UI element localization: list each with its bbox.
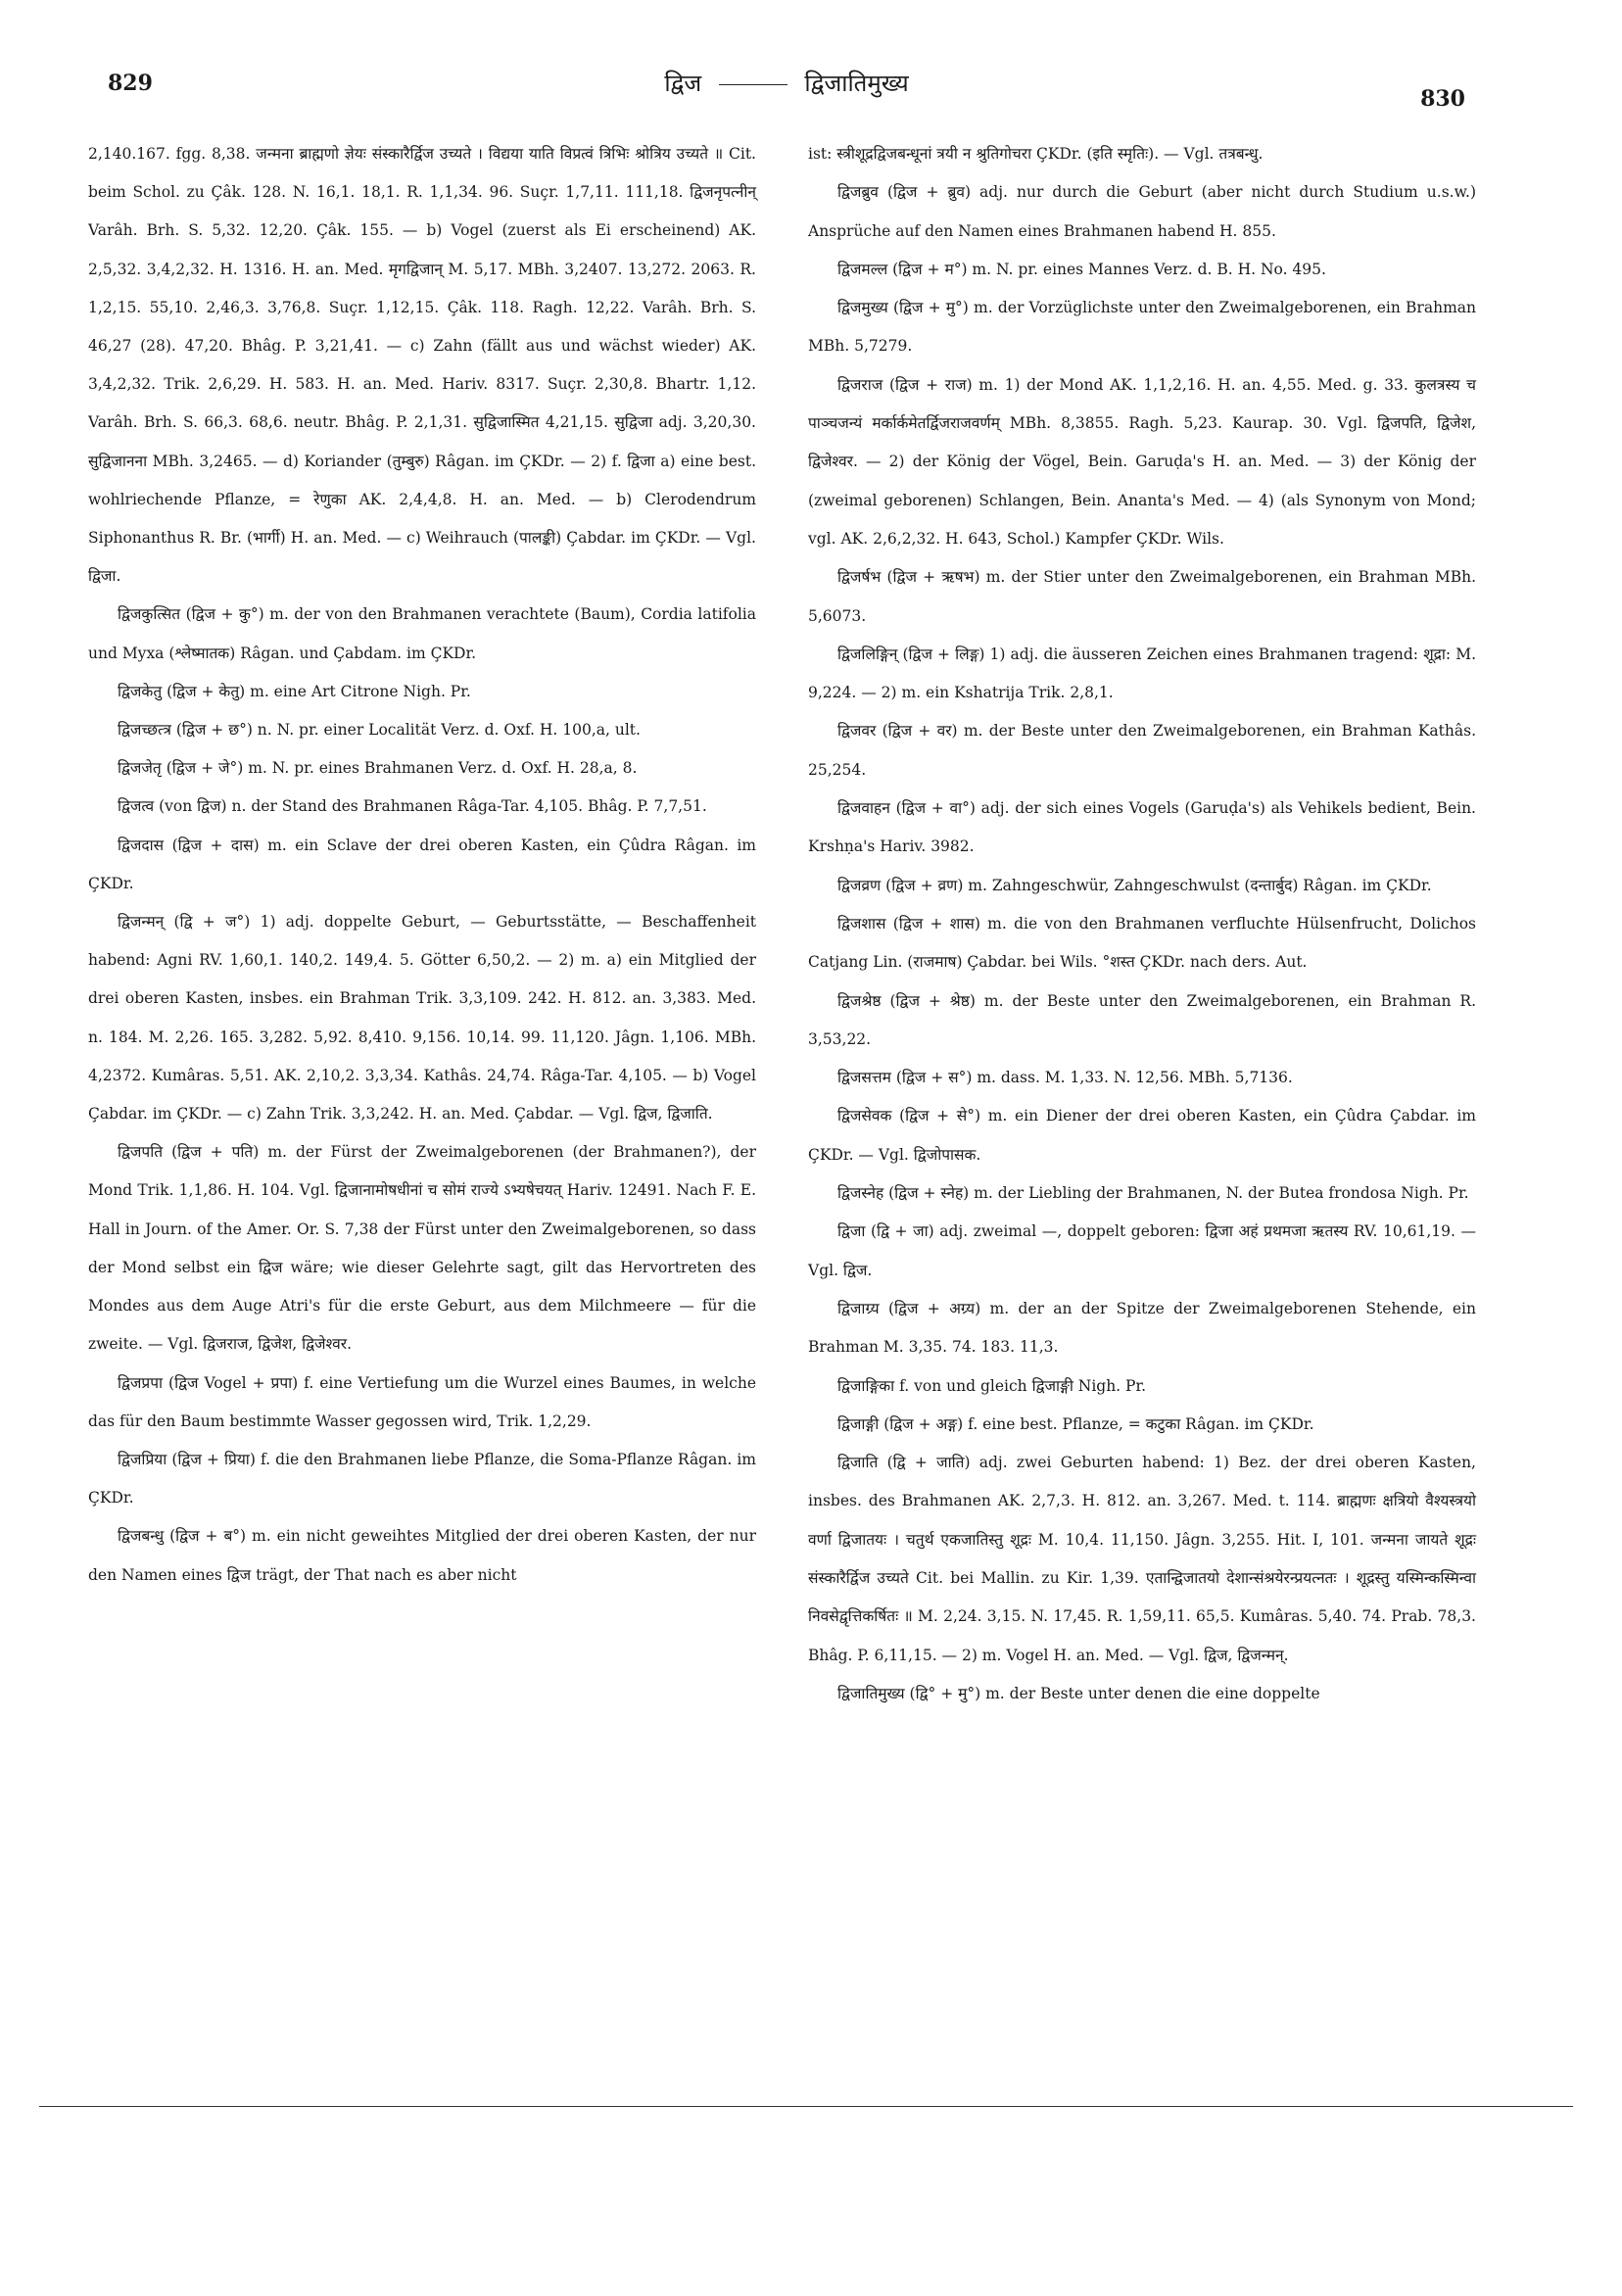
entry-paragraph: द्विजसेवक (द्विज + से°) m. ein Diener der drei oberen Kasten, ein Çûdra Çabdar. im ÇKDr. — Vgl. द्विजोपासक.	[808, 1107, 1476, 1164]
entry-paragraph: द्विजब्रुव (द्विज + ब्रुव) adj. nur durch die Geburt (aber nicht durch Studium u.s.w.) Ansprüche auf den Namen eines Brahmanen habend H. 855.	[808, 183, 1476, 240]
running-head-dash	[719, 84, 787, 85]
entry-paragraph: द्विजवाहन (द्विज + वा°) adj. der sich eines Vogels (Garuḍa's) als Vehikels bedient, Bein. Krshṇa's Hariv. 3982.	[808, 799, 1476, 856]
entry-paragraph: द्विजच्छत्त्र (द्विज + छ°) n. N. pr. einer Localität Verz. d. Oxf. H. 100,a, ult.	[118, 721, 641, 740]
entry-paragraph: द्विजव्रण (द्विज + व्रण) m. Zahngeschwür, Zahngeschwulst (दन्तार्बुद) Râgan. im ÇKDr.	[837, 876, 1432, 894]
entry-paragraph: द्विजाति (द्वि + जाति) adj. zwei Geburten habend: 1) Bez. der drei oberen Kasten, insbes. des Brahmanen AK. 2,7,3. H. 812. an. 3,267. Med. t. 114. ब्राह्मणः क्षत्रियो वैश्यस्त्रयो वर्णा द्विजातयः । चतुर्थ एकजातिस्तु शूद्रः M. 10,4. 11,150. Jâgn. 3,255. Hit. I, 101. जन्मना जायते शूद्रः संस्कारैर्द्विज उच्यते Cit. bei Mallin. zu Kir. 1,39. एतान्द्विजातयो देशान्संश्रयेरन्प्रयत्नतः । शूद्रस्तु यस्मिन्कस्मिन्वा निवसेद्वृत्तिकर्षितः ॥ M. 2,24. 3,15. N. 17,45. R. 1,59,11. 65,5. Kumâras. 5,40. 74. Prab. 78,3. Bhâg. P. 6,11,15. — 2) m. Vogel H. an. Med. — Vgl. द्विज, द्विजन्मन्.	[808, 1454, 1476, 1664]
entry-paragraph: द्विजमुख्य (द्विज + मु°) m. der Vorzüglichste unter den Zweimalgeborenen, ein Brahman MBh. 5,7279.	[808, 299, 1476, 356]
entry-paragraph: द्विजत्व (von द्विज) n. der Stand des Brahmanen Râga-Tar. 4,105. Bhâg. P. 7,7,51.	[118, 797, 707, 816]
entry-paragraph: द्विजाग्र्य (द्विज + अग्र्य) m. der an der Spitze der Zweimalgeborenen Stehende, ein Brahman M. 3,35. 74. 183. 11,3.	[808, 1299, 1476, 1357]
entry-paragraph: 2,140.167. fgg. 8,38. जन्मना ब्राह्मणो ज्ञेयः संस्कारैर्द्विज उच्यते । विद्यया याति विप्रत्वं त्रिभिः श्रोत्रिय उच्यते ॥ Cit. beim Schol. zu Çâk. 128. N. 16,1. 18,1. R. 1,1,34. 96. Suçr. 1,7,11. 111,18. द्विजनृपत्नीन् Varâh. Brh. S. 5,32. 12,20. Çâk. 155. — b) Vogel (zuerst als Ei erscheinend) AK. 2,5,32. 3,4,2,32. H. 1316. H. an. Med. मृगद्विजान् M. 5,17. MBh. 3,2407. 13,272. 2063. R. 1,2,15. 55,10. 2,46,3. 3,76,8. Suçr. 1,12,15. Çâk. 118. Ragh. 12,22. Varâh. Brh. S. 46,27 (28). 47,20. Bhâg. P. 3,21,41. — c) Zahn (fällt aus und wächst wieder) AK. 3,4,2,32. Trik. 2,6,29. H. 583. H. an. Med. Hariv. 8317. Suçr. 2,30,8. Bhartr. 1,12. Varâh. Brh. S. 66,3. 68,6. neutr. Bhâg. P. 2,1,31. सुद्विजास्मित 4,21,15. सुद्विजा adj. 3,20,30. सुद्विजानना MBh. 3,2465. — d) Koriander (तुम्बुरु) Râgan. im ÇKDr. — 2) f. द्विजा a) eine best. wohlriechende Pflanze, = रेणुका AK. 2,4,4,8. H. an. Med. — b) Clerodendrum Siphonanthus R. Br. (भार्गी) H. an. Med. — c) Weihrauch (पालङ्की) Çabdar. im ÇKDr. — Vgl. द्विजा.	[88, 145, 756, 586]
entry-paragraph: द्विजाङ्गी (द्विज + अङ्ग) f. eine best. Pflanze, = कटुका Râgan. im ÇKDr.	[837, 1414, 1314, 1433]
entry-paragraph: द्विजश्रेष्ठ (द्विज + श्रेष्ठ) m. der Beste unter den Zweimalgeborenen, ein Brahman R. 3,53,22.	[808, 991, 1476, 1048]
entry-paragraph: द्विजा (द्वि + जा) adj. zweimal —, doppelt geboren: द्विजा अहं प्रथमजा ऋतस्य RV. 10,61,19. — Vgl. द्विज.	[808, 1222, 1476, 1279]
entry-paragraph: द्विजप्रिया (द्विज + प्रिया) f. die den Brahmanen liebe Pflanze, die Soma-Pflanze Râgan. im ÇKDr.	[88, 1450, 756, 1507]
entry-paragraph: द्विजर्षभ (द्विज + ऋषभ) m. der Stier unter den Zweimalgeborenen, ein Brahman MBh. 5,6073.	[808, 568, 1476, 625]
entry-paragraph: द्विजस्नेह (द्विज + स्नेह) m. der Liebling der Brahmanen, N. der Butea frondosa Nigh. Pr.	[837, 1184, 1469, 1203]
entry-paragraph: द्विजातिमुख्य (द्वि° + मु°) m. der Beste unter denen die eine doppelte	[837, 1684, 1320, 1702]
running-head	[108, 67, 1465, 99]
bottom-rule	[39, 2106, 1573, 2107]
entry-paragraph: द्विजशास (द्विज + शास) m. die von den Brahmanen verfluchte Hülsenfrucht, Dolichos Catjang Lin. (राजमाष) Çabdar. bei Wils. °शस्त ÇKDr. nach ders. Aut.	[808, 914, 1476, 972]
entry-paragraph: द्विजलिङ्गिन् (द्विज + लिङ्ग) 1) adj. die äusseren Zeichen eines Brahmanen tragend: शूद्रा: M. 9,224. — 2) m. ein Kshatrija Trik. 2,8,1.	[808, 645, 1476, 702]
entry-paragraph: द्विजराज (द्विज + राज) m. 1) der Mond AK. 1,1,2,16. H. an. 4,55. Med. g. 33. कुलत्रस्य च पाञ्चजन्यं मर्कार्कमेतर्द्विजराजवर्णम् MBh. 8,3855. Ragh. 5,23. Kaurap. 30. Vgl. द्विजपति, द्विजेश, द्विजेश्वर. — 2) der König der Vögel, Bein. Garuḍa's H. an. Med. — 3) der König der (zweimal geborenen) Schlangen, Bein. Ananta's Med. — 4) (als Synonym von Mond; vgl. AK. 2,6,2,32. H. 643, Schol.) Kampfer ÇKDr. Wils.	[808, 375, 1476, 548]
page-number-left: 829	[108, 71, 153, 96]
entry-paragraph: द्विजमल्ल (द्विज + म°) m. N. pr. eines Mannes Verz. d. B. H. No. 495.	[837, 260, 1326, 278]
right-column	[808, 135, 1476, 1713]
entry-paragraph: द्विजाङ्गिका f. von und gleich द्विजाङ्गी Nigh. Pr.	[837, 1376, 1147, 1395]
entry-paragraph: द्विजप्रपा (द्विज Vogel + प्रपा) f. eine Vertiefung um die Wurzel eines Baumes, in welche das für den Baum bestimmte Wasser gegossen wird, Trik. 1,2,29.	[88, 1373, 756, 1430]
entry-paragraph: द्विजकुत्सित (द्विज + कु°) m. der von den Brahmanen verachtete (Baum), Cordia latifolia und Myxa (श्लेष्मातक) Râgan. und Çabdam. im ÇKDr.	[88, 605, 756, 662]
entry-paragraph: द्विजबन्धु (द्विज + ब°) m. ein nicht geweihtes Mitglied der drei oberen Kasten, der nur den Namen eines द्विज trägt, der That nach es aber nicht	[88, 1527, 756, 1584]
entry-paragraph: द्विजजेतृ (द्विज + जे°) m. N. pr. eines Brahmanen Verz. d. Oxf. H. 28,a, 8.	[118, 759, 638, 778]
running-head-first: द्विज	[664, 70, 702, 97]
entry-paragraph: द्विजकेतु (द्विज + केतु) m. eine Art Citrone Nigh. Pr.	[118, 682, 471, 700]
entry-paragraph: द्विजदास (द्विज + दास) m. ein Sclave der drei oberen Kasten, ein Çûdra Râgan. im ÇKDr.	[88, 836, 756, 892]
page-header	[108, 67, 1465, 112]
entry-paragraph: द्विजपति (द्विज + पति) m. der Fürst der Zweimalgeborenen (der Brahmanen?), der Mond Trik. 1,1,86. H. 104. Vgl. द्विजानामोषधीनां च सोमं राज्ये ऽभ्यषेचयत् Hariv. 12491. Nach F. E. Hall in Journ. of the Amer. Or. S. 7,38 der Fürst unter den Zweimalgeborenen, so dass der Mond selbst ein द्विज wäre; wie dieser Gelehrte sagt, gilt das Hervortreten des Mondes aus dem Auge Atri's für die erste Geburt, aus dem Milchmeere — für die zweite. — Vgl. द्विजराज, द्विजेश, द्विजेश्वर.	[88, 1143, 756, 1354]
entry-paragraph: ist: स्त्रीशूद्रद्विजबन्धूनां त्रयी न श्रुतिगोचरा ÇKDr. (इति स्मृतिः). — Vgl. तत्रबन्धु.	[808, 145, 1264, 163]
page-number-right: 830	[1420, 86, 1465, 112]
entry-paragraph: द्विजसत्तम (द्विज + स°) m. dass. M. 1,33. N. 12,56. MBh. 5,7136.	[837, 1069, 1293, 1087]
running-head-last: द्विजातिमुख्य	[804, 70, 909, 97]
entry-paragraph: द्विजवर (द्विज + वर) m. der Beste unter den Zweimalgeborenen, ein Brahman Kathâs. 25,254.	[808, 722, 1476, 779]
entry-paragraph: द्विजन्मन् (द्वि + ज°) 1) adj. doppelte Geburt, — Geburtsstätte, — Beschaffenheit habend: Agni RV. 1,60,1. 140,2. 149,4. 5. Götter 6,50,2. — 2) m. a) ein Mitglied der drei oberen Kasten, insbes. ein Brahman Trik. 3,3,109. 242. H. 812. an. 3,383. Med. n. 184. M. 2,26. 165. 3,282. 5,92. 8,410. 9,156. 10,14. 99. 11,120. Jâgn. 1,106. MBh. 4,2372. Kumâras. 5,51. AK. 2,10,2. 3,3,34. Kathâs. 24,74. Râga-Tar. 4,105. — b) Vogel Çabdar. im ÇKDr. — c) Zahn Trik. 3,3,242. H. an. Med. Çabdar. — Vgl. द्विज, द्विजाति.	[88, 913, 756, 1124]
left-column	[88, 135, 756, 1595]
